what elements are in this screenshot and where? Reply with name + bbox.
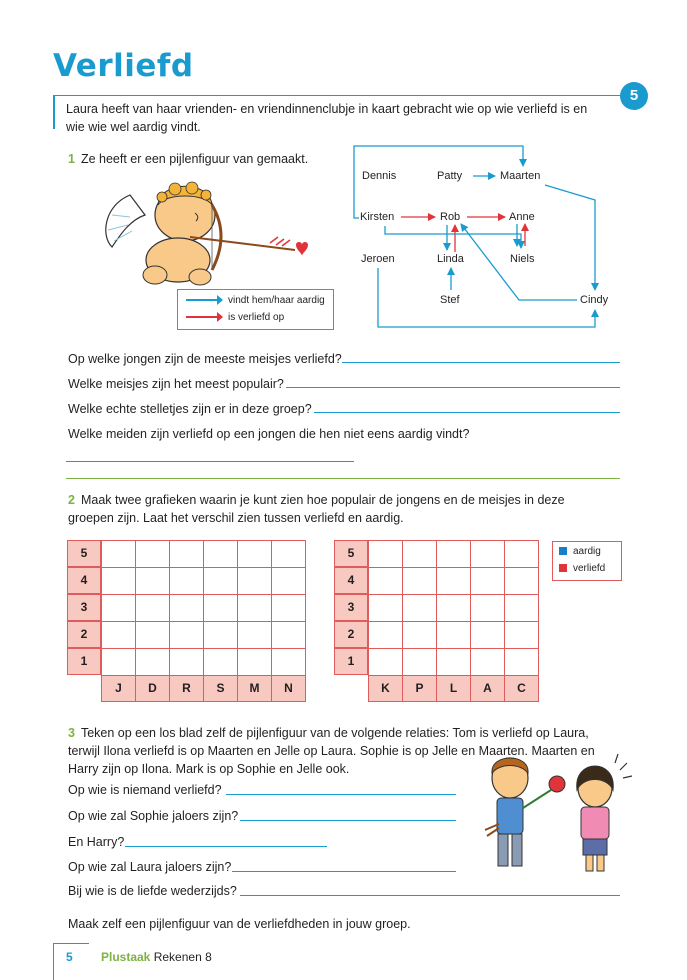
boys-chart-grid-cell[interactable]: [271, 567, 306, 595]
exercise-2-text: Maak twee grafieken waarin je kunt zien hoe populair de jongens en de meisjes in deze groepen zijn. Laat het verschil zien tussen verliefd en aardig.: [68, 493, 565, 525]
arrow-jeroen-to-cindy: [378, 268, 595, 327]
boys-chart-grid-cell[interactable]: [203, 621, 238, 649]
boys-chart-x-label: S: [203, 675, 238, 702]
intro-text: Laura heeft van haar vrienden- en vriendinnenclubje in kaart gebracht wie op wie verliefd is en wie wie wel aardig vindt.: [66, 102, 588, 134]
boys-chart-grid-cell[interactable]: [203, 594, 238, 622]
girl-icon: [577, 754, 632, 871]
node-stef: Stef: [440, 294, 460, 306]
girls-chart-grid-cell[interactable]: [368, 540, 403, 568]
boys-chart-grid: [67, 540, 304, 704]
boys-chart-grid-cell[interactable]: [271, 594, 306, 622]
boys-chart-grid-cell[interactable]: [101, 594, 136, 622]
girls-chart-y-label: 5: [334, 540, 368, 567]
question-3a: Op wie is niemand verliefd?: [68, 783, 222, 797]
girls-chart-grid-cell[interactable]: [368, 594, 403, 622]
girls-chart-grid-cell[interactable]: [504, 594, 539, 622]
boys-chart-grid-cell[interactable]: [169, 621, 204, 649]
girls-chart-grid-cell[interactable]: [504, 567, 539, 595]
footer-rule: [53, 943, 89, 944]
intro-top-rule: [53, 95, 630, 96]
boys-chart-x-label: J: [101, 675, 136, 702]
girls-chart-grid-cell[interactable]: [368, 648, 403, 676]
final-instruction: Maak zelf een pijlenfiguur van de verliefdheden in jouw groep.: [68, 917, 411, 931]
exercise-2-prompt: [68, 491, 608, 527]
boys-chart-grid-cell[interactable]: [169, 540, 204, 568]
answer-line-3d[interactable]: [232, 871, 456, 872]
girls-chart-x-label: A: [470, 675, 505, 702]
boys-chart-y-label: 2: [67, 621, 101, 648]
node-patty: Patty: [437, 170, 463, 182]
question-3d: Op wie zal Laura jaloers zijn?: [68, 860, 232, 874]
boys-chart-grid-cell[interactable]: [237, 621, 272, 649]
cupid-wing-icon: [106, 195, 145, 247]
node-kirsten: Kirsten: [360, 211, 395, 223]
legend-row-aardig: [186, 295, 325, 306]
boys-chart-grid-cell[interactable]: [135, 567, 170, 595]
chart-legend-aardig-label: aardig: [573, 546, 601, 557]
footer-subtitle: Rekenen 8: [153, 950, 212, 964]
girls-chart-grid-cell[interactable]: [402, 621, 437, 649]
boys-chart-x-label: D: [135, 675, 170, 702]
girls-chart-grid-cell[interactable]: [470, 621, 505, 649]
girls-chart-grid-cell[interactable]: [402, 648, 437, 676]
node-anne: Anne: [509, 211, 535, 223]
question-3c: En Harry?: [68, 835, 125, 849]
node-linda: Linda: [437, 253, 464, 265]
boys-chart-x-label: M: [237, 675, 272, 702]
girls-chart-grid-cell[interactable]: [504, 540, 539, 568]
answer-line-3c[interactable]: [125, 846, 327, 847]
question-3e: Bij wie is de liefde wederzijds?: [68, 884, 237, 898]
boys-chart-y-label: 3: [67, 594, 101, 621]
girls-chart-grid-cell[interactable]: [436, 567, 471, 595]
chart-legend-verliefd: [559, 563, 605, 574]
girls-chart-grid-cell[interactable]: [368, 621, 403, 649]
legend-row-verliefd: [186, 312, 284, 323]
page-title: Verliefd: [53, 48, 194, 84]
arrow-legend: [177, 289, 334, 330]
girls-chart-y-label: 2: [334, 621, 368, 648]
node-niels: Niels: [510, 253, 535, 265]
answer-line-1b[interactable]: [286, 387, 620, 388]
girls-chart-grid-cell[interactable]: [436, 540, 471, 568]
boys-chart-grid-cell[interactable]: [135, 594, 170, 622]
footer-side-rule: [53, 943, 54, 980]
red-square-icon: [559, 564, 567, 572]
girls-chart-x-label: K: [368, 675, 403, 702]
intro-side-rule: [53, 95, 55, 129]
boys-chart-grid-cell[interactable]: [169, 648, 204, 676]
boys-chart-y-label: 5: [67, 540, 101, 567]
girls-chart-grid-cell[interactable]: [470, 567, 505, 595]
boys-chart-grid-cell[interactable]: [203, 648, 238, 676]
answer-line-1d[interactable]: [66, 461, 354, 462]
question-1d: Welke meiden zijn verliefd op een jongen die hen niet eens aardig vindt?: [68, 427, 470, 441]
node-maarten: Maarten: [500, 170, 541, 182]
boys-chart-grid-cell[interactable]: [203, 567, 238, 595]
page-badge: 5: [620, 82, 648, 110]
boys-chart-grid-cell[interactable]: [135, 540, 170, 568]
red-arrow-icon: [186, 316, 222, 318]
couple-illustration: [475, 748, 640, 878]
question-1c: Welke echte stelletjes zijn er in deze groep?: [68, 402, 312, 416]
cupid-body-icon: [143, 182, 215, 285]
boys-chart-grid-cell[interactable]: [237, 567, 272, 595]
arrow-maarten-to-cindy: [545, 185, 595, 290]
boys-chart-grid-cell[interactable]: [101, 648, 136, 676]
answer-line-1a[interactable]: [342, 362, 620, 363]
boys-chart-y-label: 1: [67, 648, 101, 675]
footer-title: [101, 950, 212, 964]
girls-chart-grid: [334, 540, 536, 704]
boys-chart-grid-cell[interactable]: [237, 648, 272, 676]
girls-chart-grid-cell[interactable]: [436, 648, 471, 676]
boys-chart-x-label: N: [271, 675, 306, 702]
question-3b: Op wie zal Sophie jaloers zijn?: [68, 809, 239, 823]
girls-chart-grid-cell[interactable]: [470, 540, 505, 568]
boys-chart-grid-cell[interactable]: [237, 594, 272, 622]
node-cindy: Cindy: [580, 294, 609, 306]
chart-legend-verliefd-label: verliefd: [573, 563, 606, 574]
blue-arrow-icon: [186, 299, 222, 301]
girls-chart-y-label: 3: [334, 594, 368, 621]
exercise-2-number: 2: [68, 493, 75, 507]
chart-legend: [552, 541, 622, 581]
legend-verliefd-label: is verliefd op: [228, 312, 285, 323]
boys-chart-grid-cell[interactable]: [135, 648, 170, 676]
boys-chart-grid-cell[interactable]: [101, 540, 136, 568]
girls-chart-grid-cell[interactable]: [470, 648, 505, 676]
boys-chart-grid-cell[interactable]: [101, 567, 136, 595]
exercise-1-number: 1: [68, 152, 75, 166]
girls-chart-grid-cell[interactable]: [402, 567, 437, 595]
girls-chart-grid-cell[interactable]: [504, 621, 539, 649]
arrow-kirsten-to-niels: [385, 226, 521, 248]
cupid-illustration: [100, 175, 315, 295]
boys-chart-grid-cell[interactable]: [135, 621, 170, 649]
boys-chart-x-label: R: [169, 675, 204, 702]
exercise-1-prompt: [68, 152, 308, 166]
girls-chart-grid-cell[interactable]: [402, 594, 437, 622]
boy-with-rose-icon: [485, 758, 565, 866]
legend-aardig-label: vindt hem/haar aardig: [228, 295, 325, 306]
node-dennis: Dennis: [362, 170, 397, 182]
girls-chart-x-label: C: [504, 675, 539, 702]
girls-chart-y-label: 4: [334, 567, 368, 594]
chart-legend-aardig: [559, 546, 601, 557]
boys-chart-grid-cell[interactable]: [169, 594, 204, 622]
girls-chart-grid-cell[interactable]: [436, 621, 471, 649]
answer-line-3a[interactable]: [226, 794, 456, 795]
boys-chart-grid-cell[interactable]: [101, 621, 136, 649]
exercise-3-number: 3: [68, 726, 75, 740]
boys-chart-grid-cell[interactable]: [203, 540, 238, 568]
node-rob: Rob: [440, 211, 461, 223]
question-1b: Welke meisjes zijn het meest populair?: [68, 377, 284, 391]
exercise-1-text: Ze heeft er een pijlenfiguur van gemaakt.: [80, 152, 309, 166]
girls-chart-grid-cell[interactable]: [402, 540, 437, 568]
node-jeroen: Jeroen: [361, 253, 395, 265]
boys-chart-grid-cell[interactable]: [271, 621, 306, 649]
boys-chart-grid-cell[interactable]: [271, 648, 306, 676]
girls-chart-grid-cell[interactable]: [470, 594, 505, 622]
girls-chart-x-label: L: [436, 675, 471, 702]
exercise-3-text: Teken op een los blad zelf de pijlenfiguur van de volgende relaties: Tom is verliefd op Laura, terwijl Ilona verliefd is op Maarten en Jelle op Laura. Sophie is op Jelle en Maarten. Maarten en Harry zijn op Ilona. Mark is op Sophie en Jelle ook.: [68, 726, 595, 776]
girls-chart-y-label: 1: [334, 648, 368, 675]
blue-square-icon: [559, 547, 567, 555]
answer-line-1c[interactable]: [314, 412, 620, 413]
footer-page-number: 5: [66, 950, 73, 964]
answer-line-3b[interactable]: [240, 820, 456, 821]
footer-brand: Plustaak: [101, 950, 151, 964]
girls-chart-grid-cell[interactable]: [436, 594, 471, 622]
arrow-kirsten-to-maarten: [354, 146, 523, 218]
girls-chart-grid-cell[interactable]: [504, 648, 539, 676]
boys-chart-grid-cell[interactable]: [169, 567, 204, 595]
girls-chart-x-label: P: [402, 675, 437, 702]
boys-chart-grid-cell[interactable]: [237, 540, 272, 568]
boys-chart-y-label: 4: [67, 567, 101, 594]
girls-chart-grid-cell[interactable]: [368, 567, 403, 595]
question-1a: Op welke jongen zijn de meeste meisjes verliefd?: [68, 352, 342, 366]
answer-line-3e[interactable]: [240, 895, 620, 896]
section-divider: [66, 478, 620, 479]
boys-chart-grid-cell[interactable]: [271, 540, 306, 568]
